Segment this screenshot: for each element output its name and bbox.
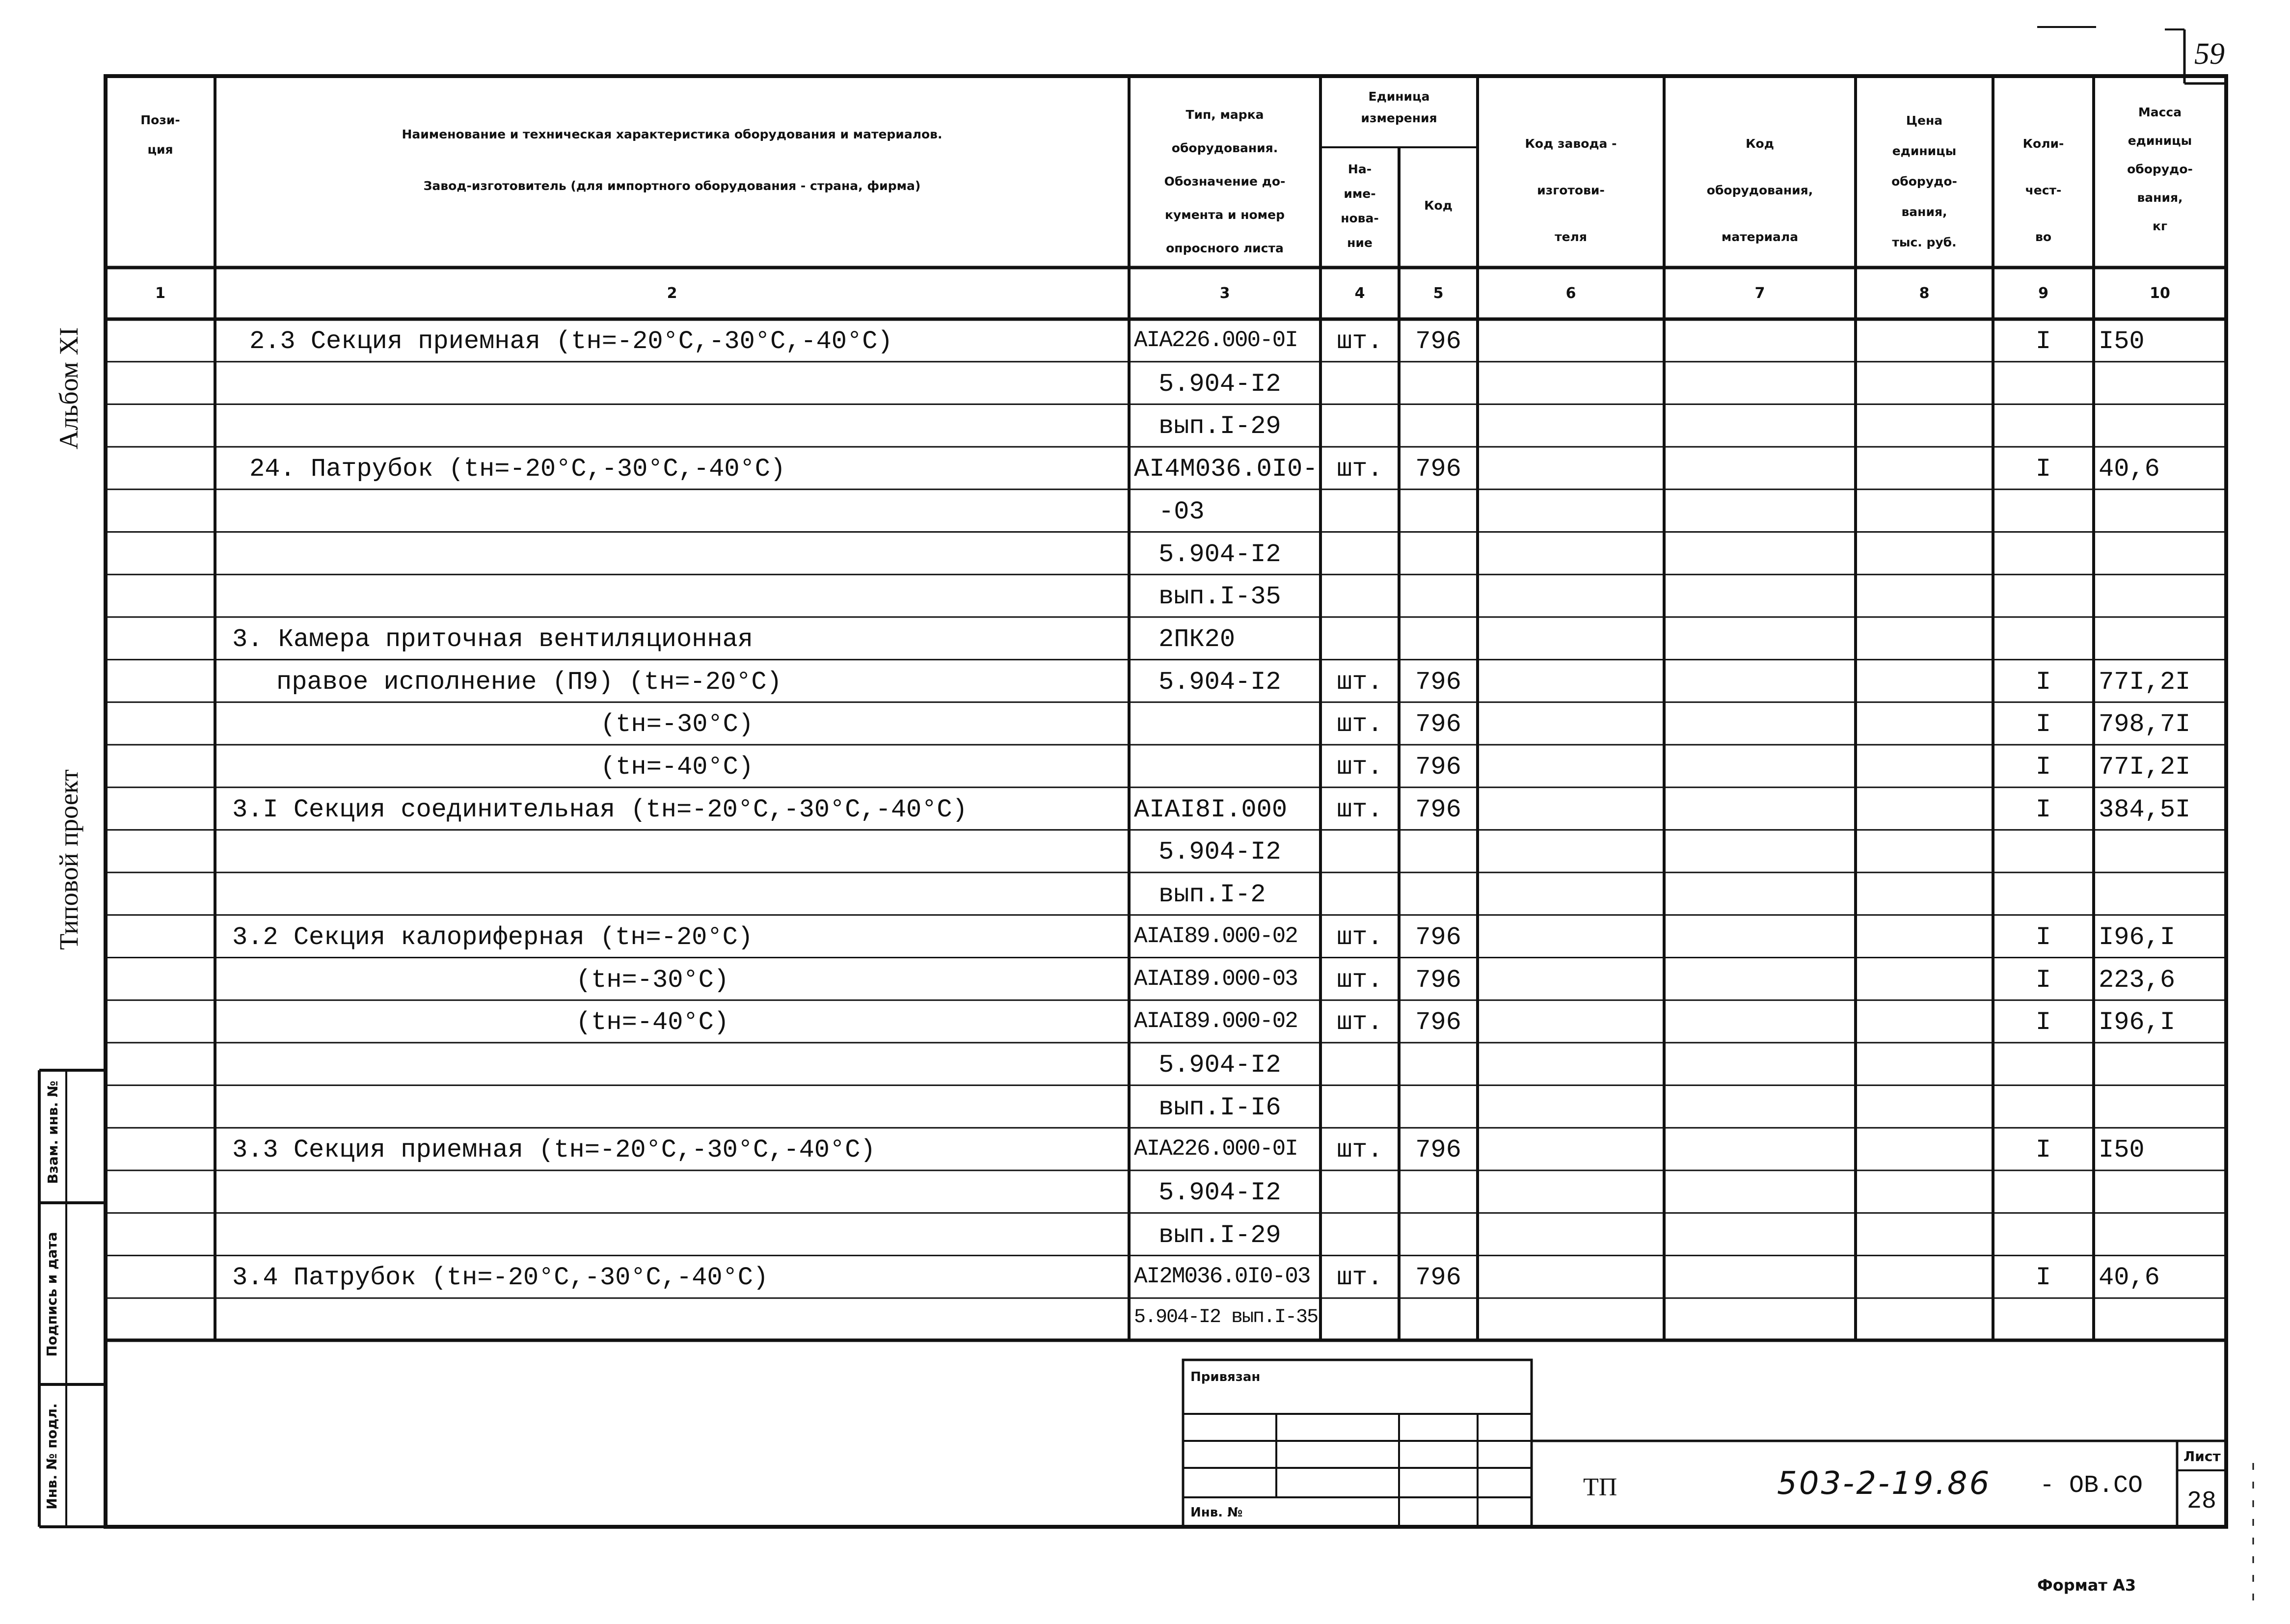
item-code: 796 [1415,753,1461,782]
col-num-5: 5 [1433,285,1444,302]
item-name: (tн=-40°С) [600,753,754,782]
header-name-line2: Завод-изготовитель (для импортного оборудования - страна, фирма) [423,179,921,193]
item-type: 5.904-I2 [1158,540,1281,569]
item-type: вып.I-29 [1158,1220,1281,1250]
header-unit-name: На- име- нова- ние [1341,162,1379,250]
item-code: 796 [1415,327,1461,356]
item-type: AI4М036.0I0- [1134,455,1318,484]
col-num-10: 10 [2150,285,2170,302]
item-mass: 40,6 [2099,455,2160,484]
item-type: AIAI8I.000 [1134,795,1288,824]
item-unit: шт. [1337,1136,1383,1165]
item-type: AIAI89.000-02 [1134,923,1297,949]
col-num-7: 7 [1754,285,1765,302]
col-num-2: 2 [667,285,677,302]
inv-label: Инв. № [1190,1505,1243,1520]
sheet-label: Лист [2183,1448,2221,1464]
col-num-6: 6 [1565,285,1576,302]
header-factory-code: Код завода - изготови- теля [1525,136,1617,244]
item-mass: 384,5I [2099,795,2191,824]
item-type: вып.I-I6 [1158,1093,1281,1122]
item-mass: 77I,2I [2099,667,2191,697]
item-name: правое исполнение (П9) (tн=-20°С) [276,667,782,697]
item-unit: шт. [1337,1008,1383,1037]
header-unit: Единица измерения [1361,89,1437,125]
item-name: 24. Патрубок (tн=-20°С,-30°С,-40°С) [249,455,786,484]
item-unit: шт. [1337,753,1383,782]
item-type: AIA226.000-0I [1134,327,1297,353]
header-position: Пози- ция [140,113,180,157]
col-num-9: 9 [2038,285,2048,302]
item-name: 3. Камера приточная вентиляционная [232,624,753,654]
item-type: 5.904-I2 вып.I-35 [1134,1306,1318,1329]
item-mass: 40,6 [2099,1263,2160,1293]
item-qty: I [2035,922,2051,952]
tp-label: ТП [1583,1473,1617,1501]
item-code: 796 [1415,922,1461,952]
document-suffix: - ОВ.СО [2040,1472,2143,1500]
sheet-number: 28 [2186,1488,2216,1516]
item-unit: шт. [1337,965,1383,995]
item-code: 796 [1415,965,1461,995]
header-unit-code: Код [1424,198,1453,213]
stamp-original-inv: Инв. № подл. [44,1403,60,1510]
sheet-mark: 59 [2194,37,2225,71]
stamp-replace-inv: Взам. инв. № [45,1081,61,1184]
col-num-3: 3 [1219,285,1230,302]
item-unit: шт. [1337,795,1383,824]
header-equipment-code: Код оборудования, материала [1706,136,1813,244]
item-qty: I [2035,1263,2051,1293]
item-name: 3.3 Секция приемная (tн=-20°С,-30°С,-40°С) [232,1136,876,1165]
item-name: 3.4 Патрубок (tн=-20°С,-30°С,-40°С) [232,1263,769,1293]
stamp-signature-date: Подпись и дата [44,1232,60,1357]
item-type: 5.904-I2 [1158,1178,1281,1207]
item-type: 5.904-I2 [1158,667,1281,697]
item-type: AIAI89.000-03 [1134,966,1297,992]
item-unit: шт. [1337,1263,1383,1293]
item-mass: 798,7I [2099,710,2191,739]
item-name: (tн=-40°С) [576,1008,729,1037]
item-name: 2.3 Секция приемная (tн=-20°С,-30°С,-40°С) [249,327,893,356]
header-name-line1: Наименование и техническая характеристика оборудования и материалов. [402,127,943,141]
item-code: 796 [1415,1008,1461,1037]
item-qty: I [2035,1136,2051,1165]
item-unit: шт. [1337,710,1383,739]
header-type: Тип, марка оборудования. Обозначение до- кумента и номер опросного листа [1164,108,1286,255]
privyazan-label: Привязан [1190,1370,1261,1384]
item-mass: I96,I [2099,1008,2176,1037]
item-qty: I [2035,753,2051,782]
header-quantity: Коли- чест- во [2022,136,2064,244]
item-type: AIA226.000-0I [1134,1136,1297,1162]
item-mass: 77I,2I [2099,753,2191,782]
item-type: 5.904-I2 [1158,838,1281,867]
item-qty: I [2035,795,2051,824]
item-mass: I50 [2099,327,2145,356]
header-mass: Масса единицы оборудо- вания, кг [2127,105,2193,233]
item-code: 796 [1415,667,1461,697]
item-unit: шт. [1337,455,1383,484]
item-qty: I [2035,965,2051,995]
item-qty: I [2035,1008,2051,1037]
item-mass: I96,I [2099,922,2176,952]
item-type: AIAI89.000-02 [1134,1008,1297,1034]
col-num-8: 8 [1919,285,1930,302]
item-code: 796 [1415,710,1461,739]
item-mass: 223,6 [2099,965,2176,995]
item-unit: шт. [1337,922,1383,952]
item-mass: I50 [2099,1136,2145,1165]
item-qty: I [2035,710,2051,739]
item-code: 796 [1415,795,1461,824]
item-name: 3.2 Секция калориферная (tн=-20°С) [232,922,753,952]
side-project: Типовой проект [54,769,83,950]
item-type: вып.I-2 [1158,880,1266,910]
item-name: (tн=-30°С) [576,965,729,995]
header-price: Цена единицы оборудо- вания, тыс. руб. [1891,113,1957,249]
item-unit: шт. [1337,667,1383,697]
item-code: 796 [1415,1136,1461,1165]
item-unit: шт. [1337,327,1383,356]
document-number: 503-2-19.86 [1777,1465,1992,1502]
item-type: вып.I-29 [1158,412,1281,441]
item-type: 2ПК20 [1158,624,1236,654]
col-num-1: 1 [155,285,165,302]
format-label: Формат А3 [2037,1576,2136,1595]
item-code: 796 [1415,455,1461,484]
item-qty: I [2035,327,2051,356]
side-album: Альбом XI [54,327,83,450]
item-type: 5.904-I2 [1158,369,1281,399]
item-type: вып.I-35 [1158,582,1281,612]
item-qty: I [2035,667,2051,697]
item-type: AI2М036.0I0-03 [1134,1264,1310,1290]
item-name: 3.I Секция соединительная (tн=-20°С,-30°С,-40°С) [232,795,968,824]
item-code: 796 [1415,1263,1461,1293]
item-name: (tн=-30°С) [600,710,754,739]
item-type: 5.904-I2 [1158,1050,1281,1080]
col-num-4: 4 [1354,285,1365,302]
item-qty: I [2035,455,2051,484]
item-type: -03 [1158,497,1205,526]
